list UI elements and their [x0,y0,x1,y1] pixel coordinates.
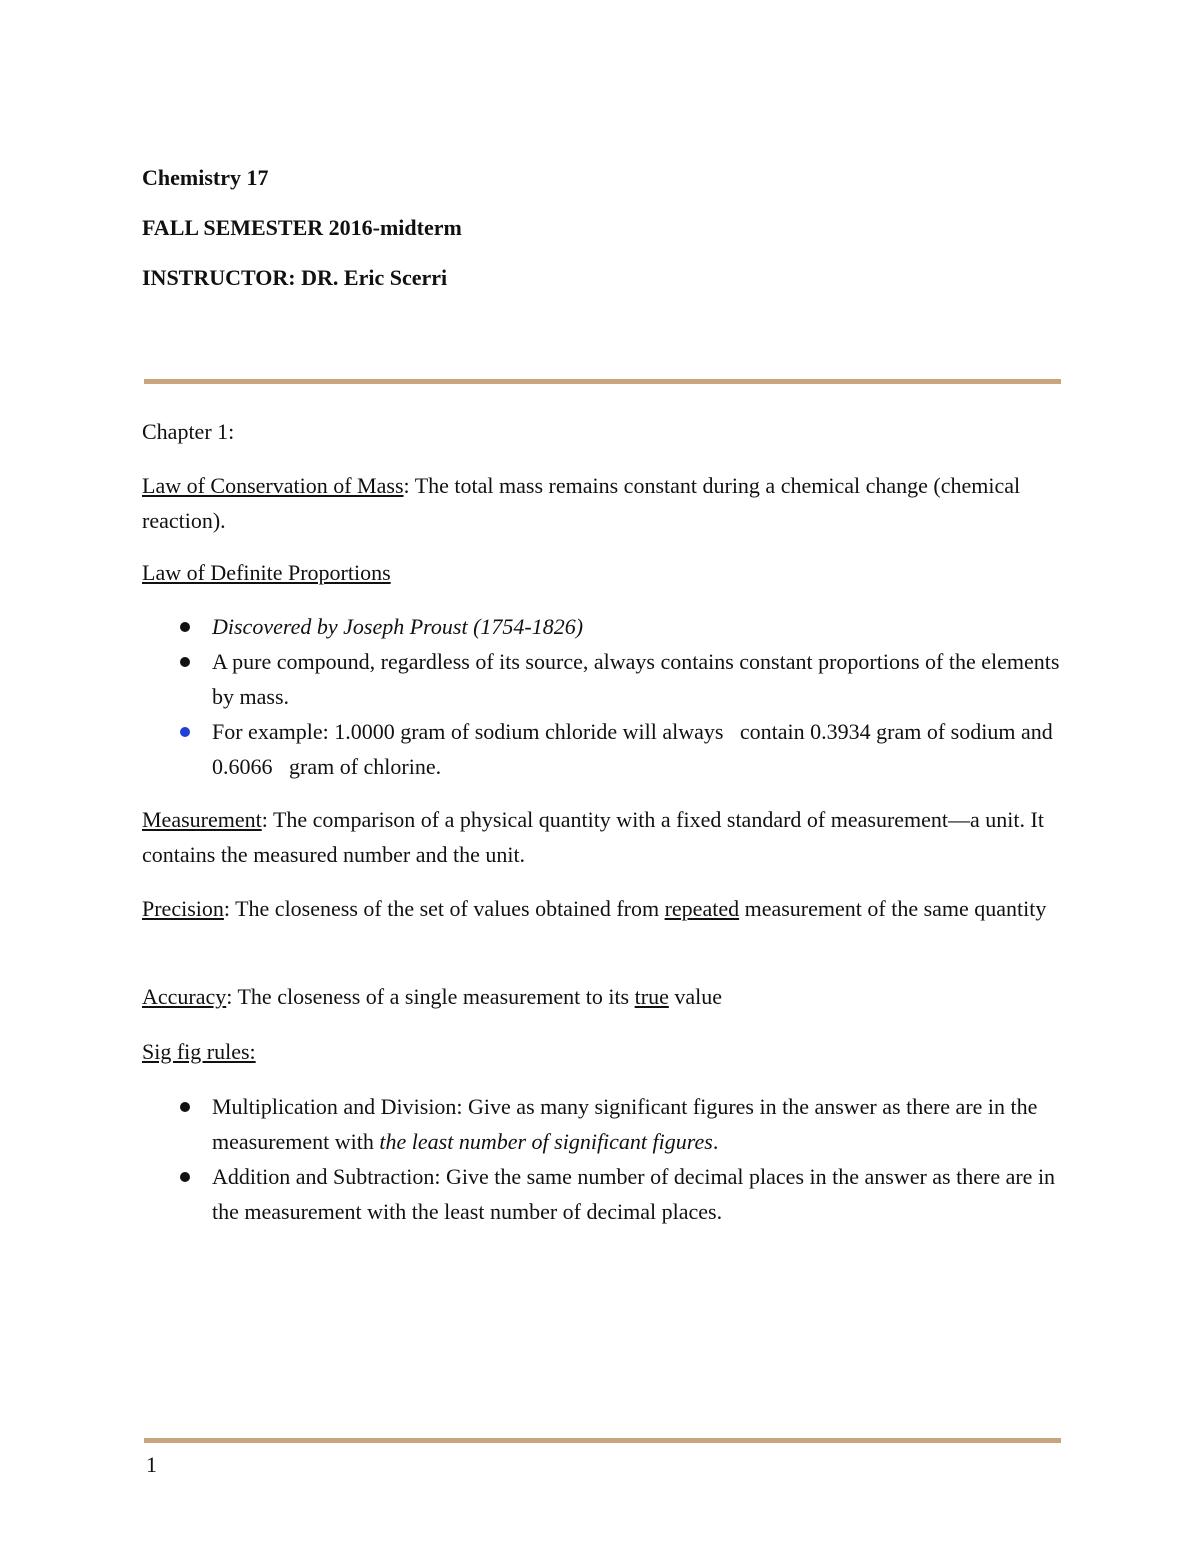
sigfig-heading-text: Sig fig rules: [142,1039,256,1064]
list-item [142,1159,1062,1229]
list-item [142,609,1062,644]
footer-divider [144,1438,1061,1443]
measurement-definition: : The comparison of a physical quantity with a fixed standard of measurement—a unit. It contains the measured number and the unit. [142,807,1044,867]
precision-term: Precision [142,896,224,921]
conservation-paragraph [142,468,1072,538]
definite-list [142,609,1062,784]
precision-definition-a: : The closeness of the set of values obtained from [223,896,665,921]
sigfig-list [142,1089,1062,1229]
header-divider [144,379,1061,384]
course-title: Chemistry 17 [142,165,269,190]
list-item [142,1089,1062,1159]
conservation-definition: : The total mass remains constant during a chemical change (chemical reaction). [142,473,1021,533]
list-item-text: Discovered by Joseph Proust (1754-1826) [212,614,584,639]
list-item [142,714,1062,784]
list-item-emphasis: the least number of significant figures [379,1129,713,1154]
measurement-term: Measurement [142,807,262,832]
sigfig-heading [142,1034,1072,1069]
precision-emphasis: repeated [664,896,740,921]
accuracy-definition-a: : The closeness of a single measurement to its [226,984,635,1009]
list-item-text: A pure compound, regardless of its source, always contains constant proportions of the elements by mass. [212,649,1060,709]
chapter-heading: Chapter 1: [142,419,235,444]
bullet-icon [180,657,190,667]
bullet-icon [180,1172,190,1182]
list-item [142,644,1062,714]
bullet-icon [180,727,190,737]
bullet-icon [180,1102,190,1112]
precision-definition-b: measurement of the same quantity [739,896,1047,921]
list-item-text: For example: 1.0000 gram of sodium chloride will always contain 0.3934 gram of sodium and 0.6066 gram of chlorine. [212,719,1059,779]
list-item-text: Addition and Subtraction: Give the same number of decimal places in the answer as there are in the measurement with the least number of decimal places. [212,1164,1056,1224]
accuracy-definition-b: value [668,984,722,1009]
precision-paragraph [142,891,1072,926]
conservation-term: Law of Conservation of Mass [142,473,404,498]
definite-heading-text: Law of Definite Proportions [142,560,391,585]
list-item-text: Multiplication and Division: Give as many significant figures in the answer as there are in the measurement with [212,1094,1038,1154]
definite-heading [142,555,1072,590]
bullet-icon [180,622,190,632]
term-title: FALL SEMESTER 2016-midterm [142,215,462,240]
accuracy-emphasis: true [634,984,669,1009]
measurement-paragraph [142,802,1072,872]
accuracy-term: Accuracy [142,984,227,1009]
list-item-text-end: . [712,1129,719,1154]
instructor-title: INSTRUCTOR: DR. Eric Scerri [142,265,448,290]
page-number: 1 [146,1452,157,1477]
accuracy-paragraph [142,979,1072,1014]
